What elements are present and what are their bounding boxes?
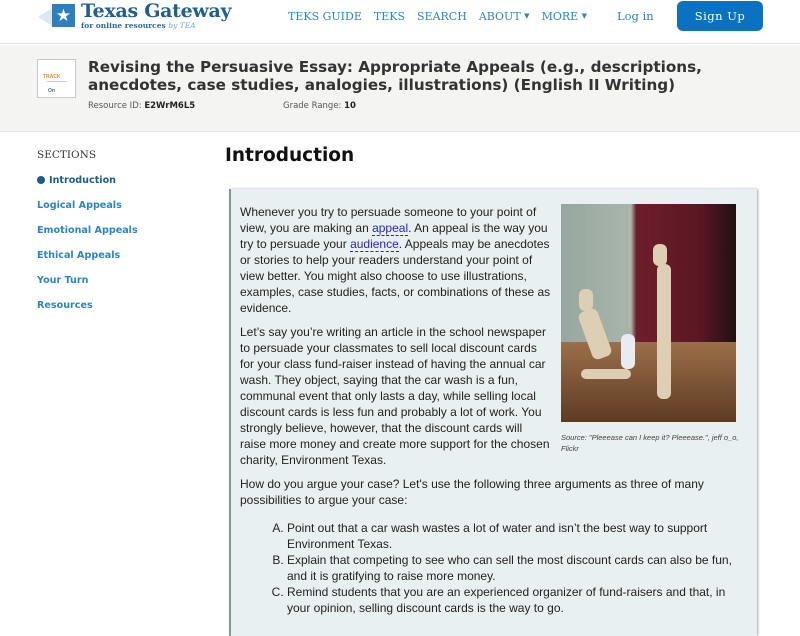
nav-more[interactable]: MORE ▼ xyxy=(541,10,588,23)
nav-teks[interactable]: TEKS xyxy=(373,9,405,23)
photo-caption: Source: "Pleeease can I keep it? Pleeease.", jeff o_o, Flickr xyxy=(561,433,739,453)
top-header xyxy=(0,0,800,44)
logo-flag-shape xyxy=(38,8,52,26)
caret-down-icon: ▼ xyxy=(581,12,588,20)
nav-about[interactable]: ABOUT ▼ xyxy=(478,10,530,23)
sidebar-item-your-turn[interactable]: Your Turn xyxy=(37,275,89,286)
photo-figure xyxy=(561,204,741,454)
arguments-list xyxy=(271,520,751,616)
logo-title: Texas Gateway xyxy=(81,0,232,22)
resource-thumbnail: On TRACK xyxy=(37,59,76,98)
list-item: B. Explain that competing to see who can sell the most discount cards can also be fun, and it is gratifying to raise more money. xyxy=(287,552,751,584)
login-link[interactable]: Log in xyxy=(617,9,654,23)
audience-link[interactable]: audience xyxy=(350,237,399,251)
sidebar-item-resources[interactable]: Resources xyxy=(37,300,93,311)
intro-paragraph: Whenever you try to persuade someone to your point of view, you are making an appeal. An appeal is the way you try to persuade your audience. Appeals may be anecdotes or stories to help your readers understand your point of view better. You might also choose to use illustrations, examples, case studies, facts, or combinations of these as evidence. xyxy=(240,205,551,315)
scenario-paragraph: Let’s say you’re writing an article in the school newspaper to persuade your classmates to sell local discount cards for your class fund-raiser instead of having the annual car wash. They object, saying that the car wash is a fun, communal event that only lasts a day, while selling local discount cards is less fun and probably a lot of work. You strongly believe, however, that the discount cards will raise more money and create more support for the chosen charity, Environment Texas. xyxy=(240,325,550,467)
wooden-mannequins-photo xyxy=(561,204,736,422)
nav-teks-guide[interactable]: TEKS GUIDE xyxy=(288,9,362,23)
caret-down-icon: ▼ xyxy=(524,12,530,20)
star-icon: ★ xyxy=(52,4,75,27)
list-item: C. Remind students that you are an experienced organizer of fund-raisers and that, in your opinion, selling discount cards is the way to go. xyxy=(287,584,751,616)
sidebar-item-emotional-appeals[interactable]: Emotional Appeals xyxy=(37,225,138,236)
signup-button[interactable]: Sign Up xyxy=(677,1,763,31)
resource-id: Resource ID: E2WrM6L5 xyxy=(88,101,196,111)
sidebar-item-ethical-appeals[interactable]: Ethical Appeals xyxy=(37,250,121,261)
nav-search[interactable]: SEARCH xyxy=(417,9,467,23)
question-paragraph: How do you argue your case? Let's use the following three arguments as three of many possibilities to argue your case: xyxy=(240,477,704,507)
section-heading: Introduction xyxy=(225,145,355,166)
sections-heading: SECTIONS xyxy=(37,149,97,161)
grade-range: Grade Range: 10 xyxy=(283,101,356,111)
sidebar-item-introduction[interactable]: Introduction xyxy=(37,174,212,187)
content-box xyxy=(229,189,757,636)
sections-sidebar xyxy=(37,149,212,324)
list-item: A. Point out that a car wash wastes a lot of water and isn’t the best way to support Environment Texas. xyxy=(287,520,751,552)
resource-title: Revising the Persuasive Essay: Appropriate Appeals (e.g., descriptions, anecdotes, case studies, analogies, illustrations) (English II Writing) xyxy=(88,58,702,94)
appeal-link[interactable]: appeal xyxy=(372,221,409,235)
main-nav xyxy=(288,9,587,24)
sidebar-item-logical-appeals[interactable]: Logical Appeals xyxy=(37,200,122,211)
active-dot-icon xyxy=(37,176,45,184)
logo-subtitle: for online resources by TEA xyxy=(81,21,196,30)
